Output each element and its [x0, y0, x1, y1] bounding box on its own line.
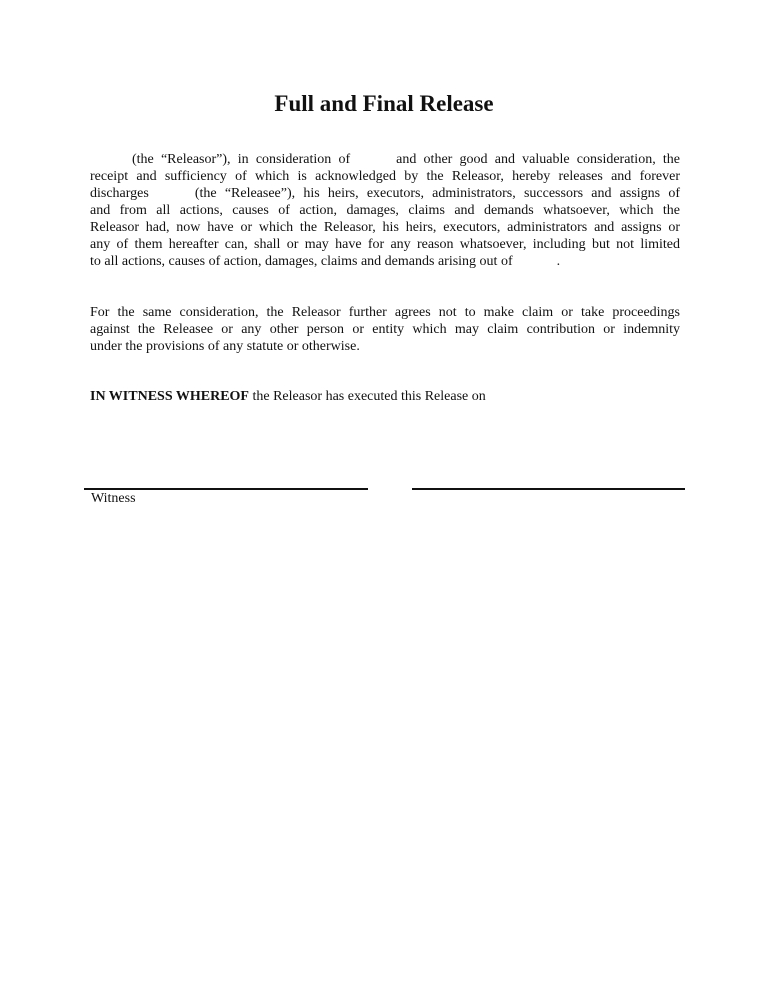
line-text: to all actions, causes of action, damages, claims and demands arising out of	[90, 254, 513, 269]
paragraph-line: and from all actions, causes of action, damages, claims and demands whatsoever, which the	[90, 203, 680, 218]
paragraph-line: receipt and sufficiency of which is acknowledged by the Releasor, hereby releases and forever	[90, 169, 680, 184]
line-text: the Releasor has executed this Release on	[248, 389, 486, 404]
paragraph-line	[90, 388, 680, 405]
paragraph-line	[90, 253, 680, 270]
paragraph-line: against the Releasee or any other person or entity which may claim contribution or indemnity	[90, 322, 680, 337]
paragraph-line: under the provisions of any statute or otherwise.	[90, 339, 360, 354]
line-text: (the “Releasor”), in consideration of	[132, 152, 351, 167]
releasor-signature-line	[412, 488, 685, 490]
paragraph-line	[90, 151, 680, 168]
line-text: (the “Releasee”), his heirs, executors, administrators, successors and assigns of	[194, 186, 680, 201]
release-paragraph	[90, 151, 680, 270]
paragraph-line	[90, 185, 680, 202]
witness-label: Witness	[91, 491, 136, 506]
line-text: .	[556, 254, 561, 269]
witness-paragraph	[90, 388, 680, 405]
paragraph-line: Releasor had, now have or which the Releasor, his heirs, executors, administrators and assigns or	[90, 220, 680, 235]
document-title: Full and Final Release	[274, 91, 494, 116]
paragraph-line: For the same consideration, the Releasor further agrees not to make claim or take proceedings	[90, 305, 680, 320]
line-text: discharges	[90, 186, 149, 201]
indemnity-paragraph	[90, 304, 680, 355]
line-text: and other good and valuable consideration, the	[396, 152, 681, 167]
witness-heading: IN WITNESS WHEREOF	[90, 389, 249, 404]
paragraph-line: any of them hereafter can, shall or may have for any reason whatsoever, including but not limited	[90, 237, 680, 252]
